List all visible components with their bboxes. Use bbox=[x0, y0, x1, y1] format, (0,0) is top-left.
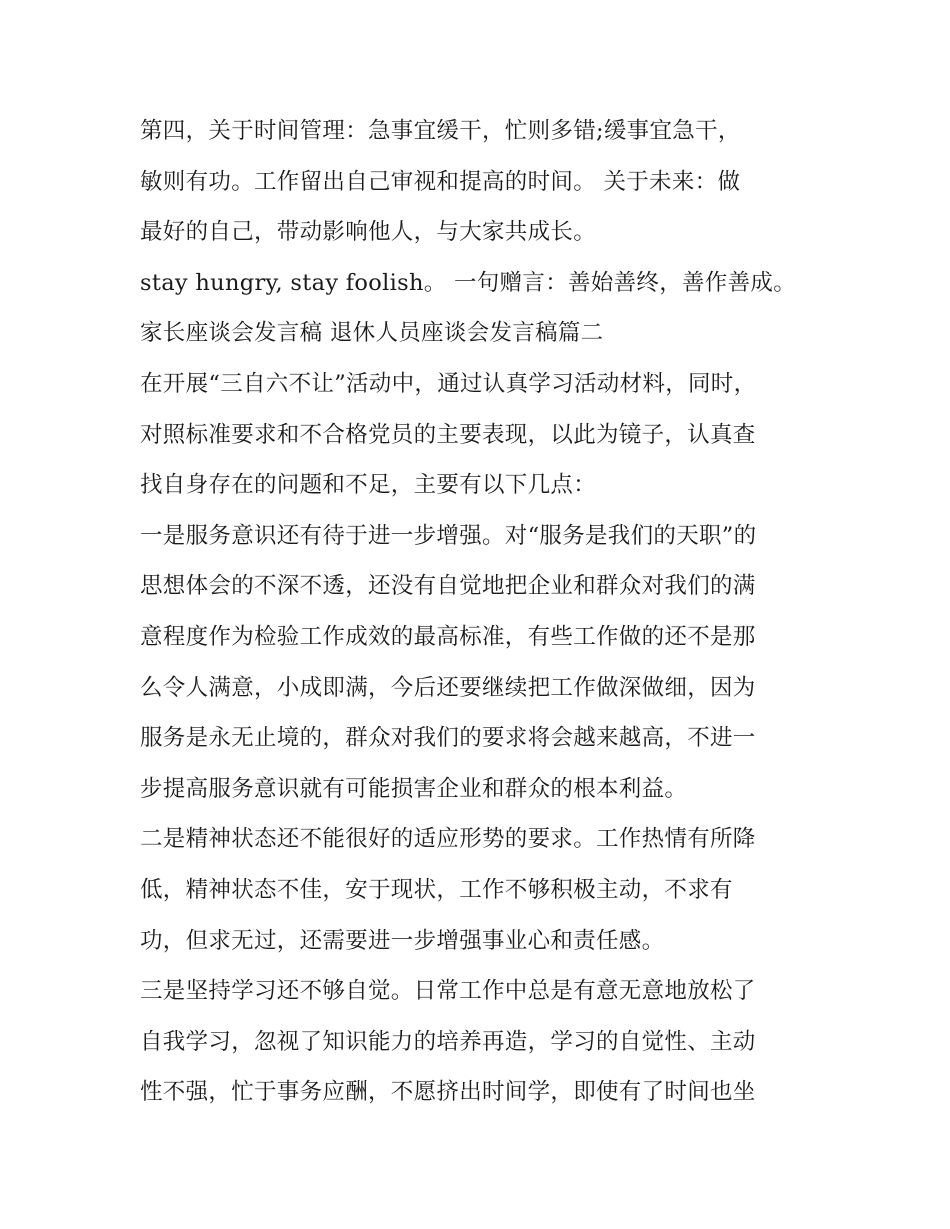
section-heading: 家长座谈会发言稿 退休人员座谈会发言稿篇二 bbox=[140, 320, 604, 347]
paragraph-motto: stay hungry, stay foolish。 一句赠言：善始善终，善作善成。 bbox=[140, 269, 796, 296]
paragraph-point-one: 一是服务意识还有待于进一步增强。对“服务是我们的天职”的 思想体会的不深不透，还没有自觉地把企业和群众对我们的满 意程度作为检验工作成效的最高标准，有些工作做的还不是那 么令人满意，小成即满，今后还要继续把工作做深做细，因为 服务是永无止境的，群众对我们的要求将会越来越高，不进一 步提高服务意识就有可能损害企业和群众的根本利益。 bbox=[140, 522, 757, 802]
paragraph-intro: 在开展“三自六不让”活动中，通过认真学习活动材料，同时， 对照标准要求和不合格党员的主要表现，以此为镜子，认真查 找自身存在的问题和不足，主要有以下几点： bbox=[140, 370, 757, 499]
paragraph-point-two: 二是精神状态还不能很好的适应形势的要求。工作热情有所降 低，精神状态不佳，安于现状，工作不够积极主动，不求有 功，但求无过，还需要进一步增强事业心和责任感。 bbox=[140, 826, 756, 954]
paragraph-point-three: 三是坚持学习还不够自觉。日常工作中总是有意无意地放松了 自我学习，忽视了知识能力的培养再造，学习的自觉性、主动 性不强，忙于事务应酬，不愿挤出时间学，即使有了时间也坐 bbox=[140, 978, 756, 1106]
paragraph-time-management: 第四，关于时间管理：急事宜缓干，忙则多错;缓事宜急干， 敏则有功。工作留出自己审视和提高的时间。 关于未来：做 最好的自己，带动影响他人，与大家共成长。 bbox=[140, 118, 741, 246]
document-body bbox=[140, 106, 820, 1118]
